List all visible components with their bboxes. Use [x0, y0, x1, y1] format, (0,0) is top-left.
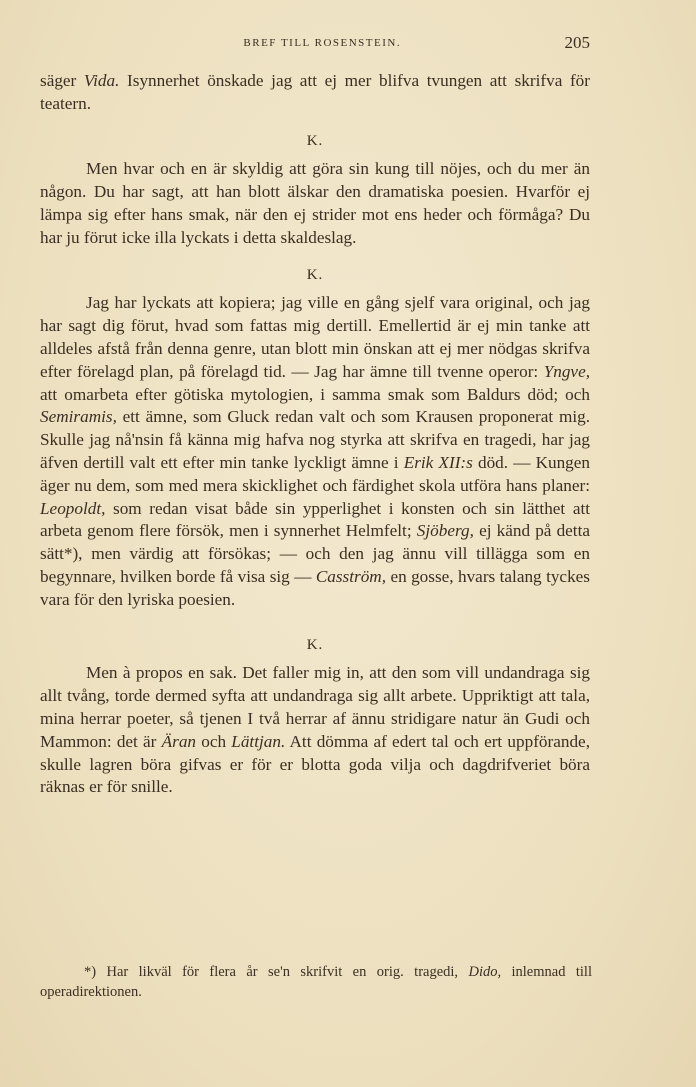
text-run: Jag har lyckats att kopiera; jag ville en gång sjelf vara original, och jag har sagt dig förut, hvad som fattas mig dertill. Emellertid är ej min tanke att alldeles afstå från denna genre, utan blott min önskan att ej mer nödgas skrifva efter förelagd plan, på förelagd tid. — Jag har ämne till tvenne operor: — [40, 293, 590, 381]
italic-name: Vida. — [83, 71, 120, 90]
text-run: Men hvar och en är skyldig att göra sin kung till nöjes, och du mer än någon. Du har sagt, att han blott älskar den dramatiska poesien. Hvarför ej lämpa sig efter hans smak, när den ej strider mot ens heder och förmåga? Du har ju förut icke illa lyckats i detta skaldeslag. — [40, 159, 590, 247]
speaker-label-3: K. — [306, 636, 324, 653]
italic-name: Casström, — [315, 566, 387, 586]
italic-name: Yngve, — [543, 361, 590, 381]
text-run: ej känd på detta sätt*), men värdig att försökas; — och den jag ännu vill tillägga som en begynnare, hvilken borde få visa sig — — [40, 521, 590, 586]
italic-name: Erik XII:s — [403, 452, 473, 472]
running-head — [40, 30, 590, 56]
paragraph-2 — [40, 158, 590, 249]
text-run: ett ämne, som Gluck redan valt och som Krausen proponerat mig. Skulle jag nå'nsin få känna mig hafva nog styrka att skrifva en tragedi, har jag äfven dertill valt ett efter min tanke lyckligt ämne i — [40, 407, 590, 472]
text-run: död. — Kungen äger nu dem, som med mera skicklighet och färdighet skola utföra hans planer: — [40, 452, 590, 495]
text-run: *) Har likväl för flera år se'n skrifvit en orig. tragedi, — [84, 964, 469, 980]
text-run: som redan visat både sin ypperlighet i konsten och sin lätthet att arbeta genom flere försök, men i synnerhet Helmfelt; — [40, 498, 590, 541]
italic-name: Dido, — [468, 964, 502, 980]
text-run: en gosse, hvars talang tyckes vara för den lyriska poesien. — [40, 566, 590, 609]
footnote — [40, 962, 592, 1002]
italic-name: Lättjan. — [231, 731, 286, 751]
text-run: inlemnad till operadirektionen. — [40, 964, 592, 1000]
running-title: BREF TILL ROSENSTEIN. — [243, 37, 402, 49]
page-number: 205 — [564, 33, 590, 52]
italic-name: Äran — [161, 731, 197, 751]
italic-name: Sjöberg, — [416, 521, 474, 541]
text-run: och — [196, 731, 232, 751]
paragraph-4 — [40, 662, 590, 799]
text-run: Isynnerhet önskade jag att ej mer blifva tvungen att skrifva för teatern. — [40, 71, 590, 113]
text-run: Men à propos en sak. Det faller mig in, att den som vill undandraga sig allt tvång, torde dermed syfta att undandraga sig allt arbete. Uppriktigt att tala, mina herrar poeter, så tjenen I två herrar af ännu stridigare natur än Gudi och Mammon: det är — [40, 663, 590, 751]
italic-name: Semiramis, — [40, 407, 117, 427]
body-text — [40, 70, 590, 799]
paragraph-3 — [40, 292, 590, 611]
paragraph-1 — [40, 70, 590, 116]
italic-name: Leopoldt, — [40, 498, 106, 518]
speaker-label-1: K. — [306, 132, 324, 149]
text-run: säger — [40, 71, 84, 90]
speaker-label-2: K. — [306, 266, 324, 283]
text-run: att omarbeta efter götiska mytologien, i samma smak som Baldurs död; och — [40, 384, 590, 404]
text-run: Att dömma af edert tal och ert uppförande, skulle lagren böra gifvas er för er blotta goda vilja och dagdrifveriet böra räknas er för snille. — [40, 731, 590, 797]
